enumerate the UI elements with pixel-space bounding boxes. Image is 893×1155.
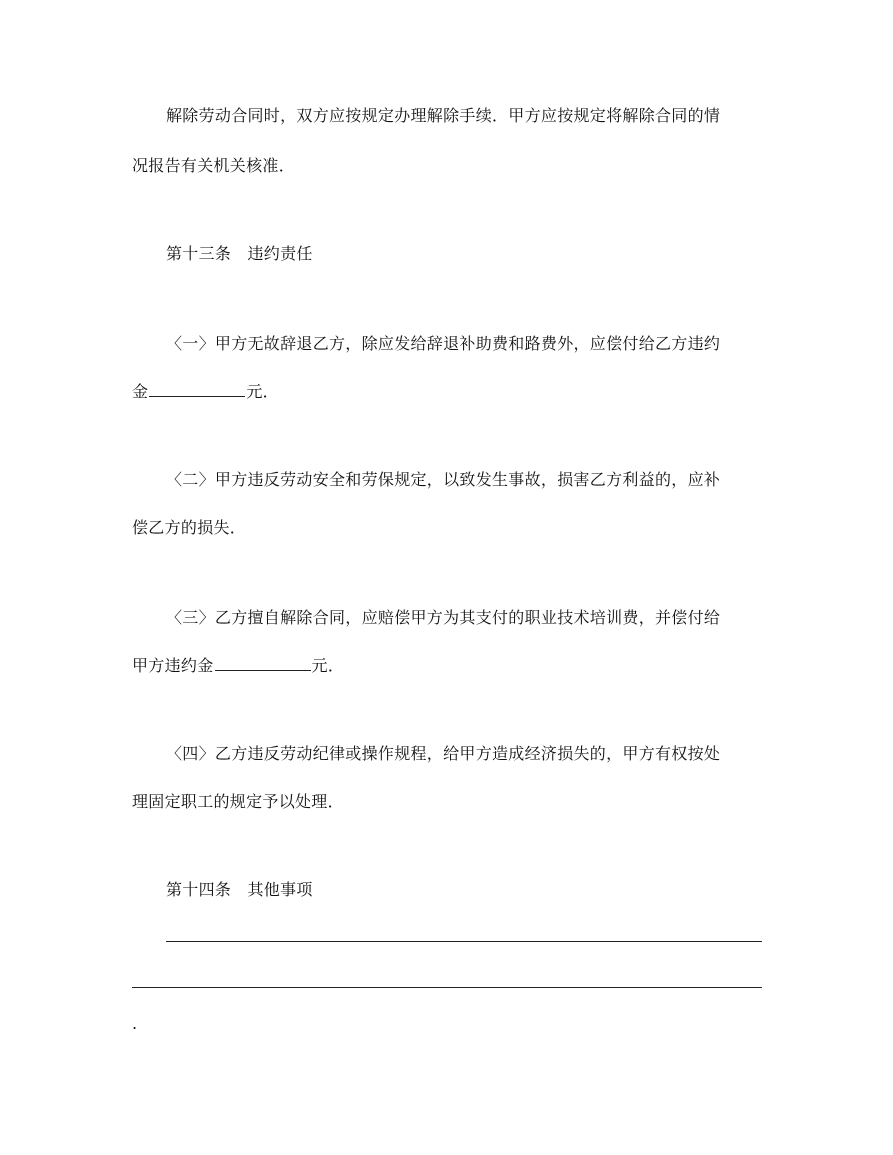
- fill-in-line-2: [132, 987, 762, 988]
- article-13-heading: 第十三条 违约责任: [166, 244, 313, 263]
- paragraph-termination-line2: 况报告有关机关核准．: [132, 156, 296, 175]
- item-4-line1: 〈四〉乙方违反劳动纪律或操作规程，给甲方造成经济损失的，甲方有权按处: [166, 744, 721, 763]
- item-3-line2-suffix: 元．: [311, 656, 345, 675]
- item-2-line2: 偿乙方的损失．: [132, 518, 247, 537]
- item-1-line1: 〈一〉甲方无故辞退乙方，除应发给辞退补助费和路费外，应偿付给乙方违约: [166, 334, 721, 353]
- item-1-line2-prefix: 金: [132, 382, 149, 401]
- item-3-line2: [132, 656, 344, 676]
- item-1-line2: [132, 382, 279, 402]
- penalty-amount-blank-1: [149, 382, 245, 397]
- end-mark: .: [132, 1014, 138, 1033]
- item-4-line2: 理固定职工的规定予以处理．: [132, 792, 344, 811]
- item-1-line2-suffix: 元．: [246, 382, 279, 401]
- penalty-amount-blank-2: [215, 656, 311, 671]
- article-14-heading: 第十四条 其他事项: [166, 880, 313, 899]
- item-3-line1: 〈三〉乙方擅自解除合同，应赔偿甲方为其支付的职业技术培训费，并偿付给: [166, 608, 721, 627]
- paragraph-termination-line1: 解除劳动合同时，双方应按规定办理解除手续．甲方应按规定将解除合同的情: [166, 106, 721, 125]
- item-3-line2-prefix: 甲方违约金: [132, 656, 214, 675]
- fill-in-line-1: [166, 941, 762, 942]
- item-2-line1: 〈二〉甲方违反劳动安全和劳保规定，以致发生事故，损害乙方利益的，应补: [166, 470, 721, 489]
